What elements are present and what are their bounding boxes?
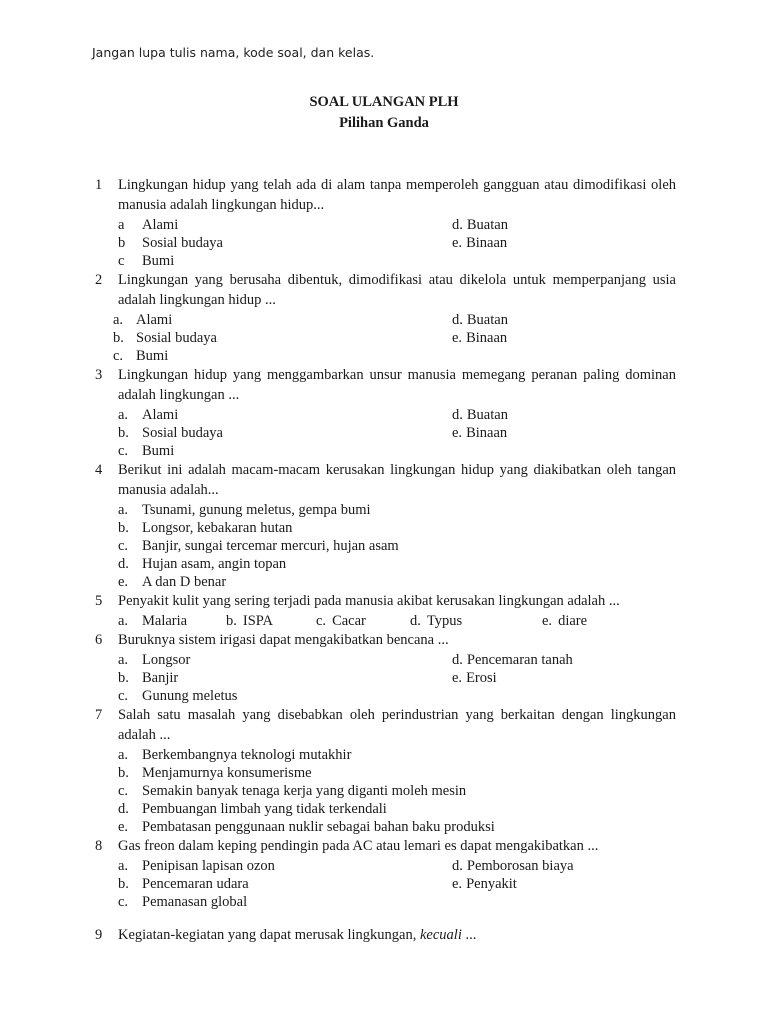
option-text: Pencemaran udara xyxy=(142,876,249,892)
option-letter: c xyxy=(118,253,125,269)
option-text: Longsor xyxy=(142,652,191,668)
question-8 xyxy=(0,836,768,911)
option-letter: c. xyxy=(118,443,129,459)
option-letter: e. xyxy=(452,425,463,441)
question-text: Salah satu masalah yang disebabkan oleh perindustrian yang berkaitan dengan lingkungan adalah ... xyxy=(118,707,676,743)
option-letter: b. xyxy=(118,765,129,781)
question-text: Lingkungan hidup yang menggambarkan unsur manusia memegang peranan paling dominan adalah lingkungan ... xyxy=(118,367,676,403)
option-text: Hujan asam, angin topan xyxy=(142,556,287,572)
option-text: Malaria xyxy=(142,613,188,629)
options xyxy=(0,311,768,365)
option-b xyxy=(226,612,273,630)
question-5 xyxy=(0,591,768,630)
option-letter: d. xyxy=(452,652,463,668)
option-letter: e. xyxy=(118,819,129,835)
question-text: Berikut ini adalah macam-macam kerusakan lingkungan hidup yang diakibatkan oleh tangan manusia adalah... xyxy=(118,462,676,498)
question-text: Gas freon dalam keping pendingin pada AC atau lemari es dapat mengakibatkan ... xyxy=(118,838,599,854)
question-text: Lingkungan yang berusaha dibentuk, dimodifikasi atau dikelola untuk memperpanjang usia adalah lingkungan hidup ... xyxy=(118,272,676,308)
options xyxy=(0,216,768,270)
option-text: Pembatasan penggunaan nuklir sebagai bahan baku produksi xyxy=(142,819,495,835)
option-text: Alami xyxy=(142,407,179,423)
option-letter: b. xyxy=(118,670,129,686)
option-text: Penipisan lapisan ozon xyxy=(142,858,275,874)
option-c xyxy=(118,893,247,911)
option-text: Buatan xyxy=(466,407,508,423)
option-text: Alami xyxy=(142,217,179,233)
option-e xyxy=(542,612,587,630)
option-letter: a. xyxy=(118,613,129,629)
option-letter: d. xyxy=(452,312,463,328)
option-text: A dan D benar xyxy=(142,574,227,590)
question-list xyxy=(0,175,768,945)
option-d xyxy=(452,406,508,424)
option-letter: a. xyxy=(118,747,129,763)
option-letter: b. xyxy=(113,330,124,346)
option-text: Binaan xyxy=(466,235,508,251)
option-b xyxy=(113,329,217,347)
option-b xyxy=(118,764,312,782)
option-e xyxy=(452,234,507,252)
option-text: diare xyxy=(558,613,588,629)
option-c xyxy=(113,347,168,365)
option-text: Erosi xyxy=(466,670,497,686)
option-text: Penyakit xyxy=(466,876,517,892)
question-text-main: Kegiatan-kegiatan yang dapat merusak lingkungan, xyxy=(118,927,417,943)
option-c xyxy=(316,612,366,630)
question-4 xyxy=(0,460,768,591)
question-text: Lingkungan hidup yang telah ada di alam tanpa memperoleh gangguan atau dimodifikasi oleh manusia adalah lingkungan hidup... xyxy=(118,177,676,213)
option-c xyxy=(118,782,466,800)
question-text: Penyakit kulit yang sering terjadi pada manusia akibat kerusakan lingkungan adalah ... xyxy=(118,593,620,609)
option-letter: e. xyxy=(452,330,463,346)
options xyxy=(0,746,768,836)
option-text: Tsunami, gunung meletus, gempa bumi xyxy=(142,502,371,518)
option-e xyxy=(452,424,507,442)
option-letter: b. xyxy=(226,613,237,629)
question-2 xyxy=(0,270,768,365)
option-e xyxy=(452,875,517,893)
option-letter: e. xyxy=(542,613,553,629)
question-text xyxy=(118,925,676,945)
exam-title: SOAL ULANGAN PLH xyxy=(309,94,459,110)
option-a xyxy=(118,406,178,424)
option-text: Binaan xyxy=(466,425,508,441)
option-text: Pembuangan limbah yang tidak terkendali xyxy=(142,801,387,817)
option-a xyxy=(118,216,178,234)
option-text: Banjir xyxy=(142,670,179,686)
option-letter: d. xyxy=(452,858,463,874)
option-letter: d. xyxy=(118,556,129,572)
option-c xyxy=(118,252,174,270)
option-letter: d. xyxy=(452,407,463,423)
exam-subtitle: Pilihan Ganda xyxy=(339,115,429,131)
option-e xyxy=(118,818,495,836)
option-text: Typus xyxy=(426,613,463,629)
option-letter: c. xyxy=(118,894,129,910)
option-text: Berkembangnya teknologi mutakhir xyxy=(142,747,352,763)
option-text: Pemanasan global xyxy=(142,894,248,910)
option-b xyxy=(118,519,292,537)
options xyxy=(0,406,768,460)
option-letter: d. xyxy=(410,613,421,629)
option-text: ISPA xyxy=(242,613,273,629)
option-letter: c. xyxy=(118,688,129,704)
question-9 xyxy=(0,925,768,945)
option-letter: a. xyxy=(118,858,129,874)
question-number: 2 xyxy=(95,272,103,288)
option-text: Banjir, sungai tercemar mercuri, hujan asam xyxy=(142,538,399,554)
question-1 xyxy=(0,175,768,270)
option-text: Binaan xyxy=(466,330,508,346)
question-3 xyxy=(0,365,768,460)
option-d xyxy=(452,651,573,669)
option-letter: b. xyxy=(118,425,129,441)
option-letter: b. xyxy=(118,876,129,892)
option-a xyxy=(118,857,275,875)
option-text: Sosial budaya xyxy=(136,330,217,346)
option-letter: c. xyxy=(316,613,327,629)
question-text-emphasis: kecuali xyxy=(419,927,462,943)
option-a xyxy=(118,612,187,630)
option-d xyxy=(452,857,574,875)
option-letter: c. xyxy=(113,348,124,364)
option-a xyxy=(118,501,371,519)
option-letter: d. xyxy=(118,801,129,817)
option-text: Cacar xyxy=(332,613,366,629)
option-text: Alami xyxy=(136,312,173,328)
options xyxy=(0,651,768,705)
option-a xyxy=(118,651,190,669)
option-e xyxy=(452,669,497,687)
option-letter: a. xyxy=(118,407,129,423)
option-d xyxy=(452,216,508,234)
question-number: 7 xyxy=(95,707,103,723)
option-a xyxy=(118,746,351,764)
option-text: Pencemaran tanah xyxy=(466,652,573,668)
option-letter: d. xyxy=(452,217,463,233)
option-letter: e. xyxy=(452,670,463,686)
option-b xyxy=(118,234,223,252)
option-text: Longsor, kebakaran hutan xyxy=(142,520,293,536)
question-number: 5 xyxy=(95,593,103,609)
option-text: Sosial budaya xyxy=(142,425,223,441)
question-7 xyxy=(0,705,768,836)
option-text: Menjamurnya konsumerisme xyxy=(142,765,312,781)
option-e xyxy=(118,573,226,591)
option-b xyxy=(118,669,178,687)
question-number: 1 xyxy=(95,177,103,193)
question-text-end: ... xyxy=(461,927,477,943)
option-letter: b xyxy=(118,235,126,251)
option-text: Buatan xyxy=(466,217,508,233)
question-text: Buruknya sistem irigasi dapat mengakibatkan bencana ... xyxy=(118,632,449,648)
option-e xyxy=(452,329,507,347)
option-a xyxy=(113,311,172,329)
option-text: Sosial budaya xyxy=(142,235,223,251)
question-number: 8 xyxy=(95,838,103,854)
option-letter: a. xyxy=(113,312,124,328)
options xyxy=(0,857,768,911)
question-number: 9 xyxy=(95,927,103,943)
option-d xyxy=(452,311,508,329)
option-text: Semakin banyak tenaga kerja yang diganti moleh mesin xyxy=(142,783,467,799)
option-d xyxy=(410,612,462,630)
option-text: Pemborosan biaya xyxy=(466,858,574,874)
question-number: 6 xyxy=(95,632,103,648)
question-number: 3 xyxy=(95,367,103,383)
options xyxy=(0,612,768,630)
header-note: Jangan lupa tulis nama, kode soal, dan kelas. xyxy=(92,45,375,60)
option-text: Gunung meletus xyxy=(142,688,238,704)
option-letter: e. xyxy=(452,235,463,251)
option-letter: b. xyxy=(118,520,129,536)
option-text: Bumi xyxy=(142,443,175,459)
question-number: 4 xyxy=(95,462,103,478)
option-letter: e. xyxy=(118,574,129,590)
option-b xyxy=(118,875,249,893)
option-letter: c. xyxy=(118,783,129,799)
option-text: Bumi xyxy=(142,253,175,269)
option-c xyxy=(118,442,174,460)
option-d xyxy=(118,800,387,818)
option-letter: a. xyxy=(118,652,129,668)
option-letter: e. xyxy=(452,876,463,892)
option-letter: c. xyxy=(118,538,129,554)
option-b xyxy=(118,424,223,442)
option-text: Bumi xyxy=(136,348,169,364)
question-6 xyxy=(0,630,768,705)
option-text: Buatan xyxy=(466,312,508,328)
option-letter: a xyxy=(118,217,125,233)
options xyxy=(0,501,768,591)
option-c xyxy=(118,537,399,555)
option-letter: a. xyxy=(118,502,129,518)
option-c xyxy=(118,687,237,705)
option-d xyxy=(118,555,286,573)
